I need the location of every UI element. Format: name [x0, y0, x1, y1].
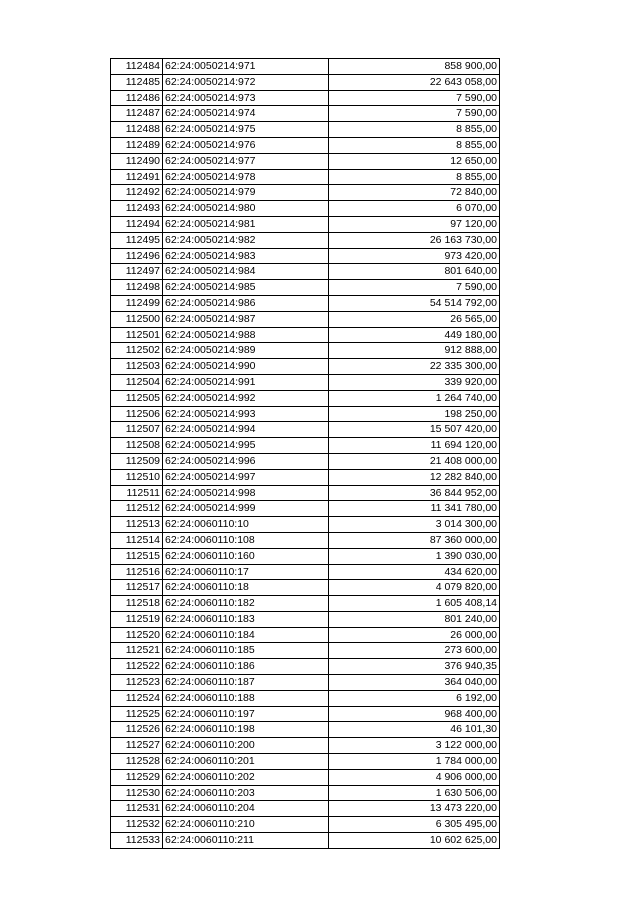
row-id-cell: 112487 [111, 106, 163, 122]
table-row [111, 769, 500, 785]
table-row [111, 264, 500, 280]
row-id-cell: 112529 [111, 769, 163, 785]
value-cell: 273 600,00 [329, 643, 500, 659]
table-row [111, 406, 500, 422]
table-row [111, 453, 500, 469]
row-id-cell: 112514 [111, 532, 163, 548]
value-cell: 4 079 820,00 [329, 580, 500, 596]
value-cell: 7 590,00 [329, 90, 500, 106]
value-cell: 8 855,00 [329, 169, 500, 185]
value-cell: 973 420,00 [329, 248, 500, 264]
row-id-cell: 112524 [111, 690, 163, 706]
cadastral-number-cell: 62:24:0050214:987 [163, 311, 329, 327]
data-table [110, 58, 500, 849]
value-cell: 13 473 220,00 [329, 801, 500, 817]
value-cell: 87 360 000,00 [329, 532, 500, 548]
table-row [111, 422, 500, 438]
row-id-cell: 112511 [111, 485, 163, 501]
value-cell: 968 400,00 [329, 706, 500, 722]
table-row [111, 359, 500, 375]
value-cell: 3 014 300,00 [329, 517, 500, 533]
row-id-cell: 112493 [111, 201, 163, 217]
table-row [111, 501, 500, 517]
table-row [111, 311, 500, 327]
row-id-cell: 112485 [111, 74, 163, 90]
cadastral-number-cell: 62:24:0060110:187 [163, 675, 329, 691]
table-row [111, 548, 500, 564]
cadastral-number-cell: 62:24:0050214:992 [163, 390, 329, 406]
value-cell: 1 390 030,00 [329, 548, 500, 564]
cadastral-number-cell: 62:24:0060110:210 [163, 817, 329, 833]
table-row [111, 232, 500, 248]
cadastral-number-cell: 62:24:0060110:188 [163, 690, 329, 706]
table-row [111, 185, 500, 201]
row-id-cell: 112517 [111, 580, 163, 596]
value-cell: 198 250,00 [329, 406, 500, 422]
row-id-cell: 112532 [111, 817, 163, 833]
value-cell: 364 040,00 [329, 675, 500, 691]
cadastral-number-cell: 62:24:0060110:201 [163, 754, 329, 770]
table-row [111, 343, 500, 359]
row-id-cell: 112503 [111, 359, 163, 375]
row-id-cell: 112509 [111, 453, 163, 469]
table-row [111, 280, 500, 296]
table-body [111, 59, 500, 849]
row-id-cell: 112533 [111, 833, 163, 849]
value-cell: 434 620,00 [329, 564, 500, 580]
row-id-cell: 112531 [111, 801, 163, 817]
value-cell: 801 640,00 [329, 264, 500, 280]
cadastral-number-cell: 62:24:0060110:184 [163, 627, 329, 643]
value-cell: 22 335 300,00 [329, 359, 500, 375]
cadastral-number-cell: 62:24:0050214:973 [163, 90, 329, 106]
cadastral-number-cell: 62:24:0050214:997 [163, 469, 329, 485]
row-id-cell: 112528 [111, 754, 163, 770]
table-row [111, 122, 500, 138]
value-cell: 8 855,00 [329, 137, 500, 153]
cadastral-number-cell: 62:24:0060110:182 [163, 596, 329, 612]
cadastral-number-cell: 62:24:0060110:198 [163, 722, 329, 738]
row-id-cell: 112492 [111, 185, 163, 201]
row-id-cell: 112521 [111, 643, 163, 659]
table-row [111, 532, 500, 548]
cadastral-number-cell: 62:24:0060110:204 [163, 801, 329, 817]
table-row [111, 596, 500, 612]
table-row [111, 627, 500, 643]
cadastral-number-cell: 62:24:0050214:984 [163, 264, 329, 280]
table-row [111, 374, 500, 390]
cadastral-number-cell: 62:24:0050214:989 [163, 343, 329, 359]
row-id-cell: 112499 [111, 295, 163, 311]
value-cell: 801 240,00 [329, 611, 500, 627]
row-id-cell: 112496 [111, 248, 163, 264]
cadastral-number-cell: 62:24:0050214:980 [163, 201, 329, 217]
table-row [111, 517, 500, 533]
value-cell: 22 643 058,00 [329, 74, 500, 90]
row-id-cell: 112484 [111, 59, 163, 75]
cadastral-number-cell: 62:24:0050214:977 [163, 153, 329, 169]
cadastral-number-cell: 62:24:0050214:974 [163, 106, 329, 122]
value-cell: 339 920,00 [329, 374, 500, 390]
table-row [111, 690, 500, 706]
cadastral-number-cell: 62:24:0050214:979 [163, 185, 329, 201]
cadastral-number-cell: 62:24:0050214:978 [163, 169, 329, 185]
cadastral-number-cell: 62:24:0050214:982 [163, 232, 329, 248]
cadastral-number-cell: 62:24:0060110:18 [163, 580, 329, 596]
table-row [111, 580, 500, 596]
table-row [111, 469, 500, 485]
cadastral-number-cell: 62:24:0050214:996 [163, 453, 329, 469]
row-id-cell: 112522 [111, 659, 163, 675]
cadastral-number-cell: 62:24:0060110:202 [163, 769, 329, 785]
value-cell: 7 590,00 [329, 106, 500, 122]
table-row [111, 675, 500, 691]
value-cell: 376 940,35 [329, 659, 500, 675]
table-row [111, 785, 500, 801]
row-id-cell: 112501 [111, 327, 163, 343]
table-row [111, 295, 500, 311]
value-cell: 6 305 495,00 [329, 817, 500, 833]
row-id-cell: 112494 [111, 216, 163, 232]
value-cell: 6 192,00 [329, 690, 500, 706]
value-cell: 21 408 000,00 [329, 453, 500, 469]
row-id-cell: 112515 [111, 548, 163, 564]
row-id-cell: 112518 [111, 596, 163, 612]
table-row [111, 106, 500, 122]
value-cell: 12 282 840,00 [329, 469, 500, 485]
row-id-cell: 112488 [111, 122, 163, 138]
cadastral-number-cell: 62:24:0060110:203 [163, 785, 329, 801]
table-row [111, 564, 500, 580]
row-id-cell: 112495 [111, 232, 163, 248]
cadastral-number-cell: 62:24:0050214:994 [163, 422, 329, 438]
cadastral-number-cell: 62:24:0050214:975 [163, 122, 329, 138]
value-cell: 46 101,30 [329, 722, 500, 738]
row-id-cell: 112525 [111, 706, 163, 722]
row-id-cell: 112516 [111, 564, 163, 580]
table-row [111, 74, 500, 90]
value-cell: 10 602 625,00 [329, 833, 500, 849]
cadastral-number-cell: 62:24:0060110:160 [163, 548, 329, 564]
cadastral-number-cell: 62:24:0060110:200 [163, 738, 329, 754]
cadastral-number-cell: 62:24:0050214:983 [163, 248, 329, 264]
row-id-cell: 112526 [111, 722, 163, 738]
row-id-cell: 112504 [111, 374, 163, 390]
row-id-cell: 112507 [111, 422, 163, 438]
table-row [111, 738, 500, 754]
row-id-cell: 112497 [111, 264, 163, 280]
cadastral-number-cell: 62:24:0060110:17 [163, 564, 329, 580]
value-cell: 26 000,00 [329, 627, 500, 643]
table-row [111, 801, 500, 817]
row-id-cell: 112489 [111, 137, 163, 153]
table-row [111, 169, 500, 185]
cadastral-number-cell: 62:24:0050214:988 [163, 327, 329, 343]
cadastral-number-cell: 62:24:0050214:971 [163, 59, 329, 75]
value-cell: 26 565,00 [329, 311, 500, 327]
table-row [111, 59, 500, 75]
value-cell: 8 855,00 [329, 122, 500, 138]
value-cell: 97 120,00 [329, 216, 500, 232]
row-id-cell: 112519 [111, 611, 163, 627]
value-cell: 449 180,00 [329, 327, 500, 343]
cadastral-number-cell: 62:24:0050214:995 [163, 438, 329, 454]
cadastral-number-cell: 62:24:0050214:986 [163, 295, 329, 311]
value-cell: 12 650,00 [329, 153, 500, 169]
cadastral-number-cell: 62:24:0050214:999 [163, 501, 329, 517]
table-row [111, 754, 500, 770]
value-cell: 1 605 408,14 [329, 596, 500, 612]
table-row [111, 153, 500, 169]
table-row [111, 438, 500, 454]
cadastral-number-cell: 62:24:0050214:985 [163, 280, 329, 296]
cadastral-number-cell: 62:24:0050214:972 [163, 74, 329, 90]
table-row [111, 722, 500, 738]
value-cell: 3 122 000,00 [329, 738, 500, 754]
table-row [111, 659, 500, 675]
table-row [111, 611, 500, 627]
row-id-cell: 112502 [111, 343, 163, 359]
table-row [111, 201, 500, 217]
table-row [111, 390, 500, 406]
row-id-cell: 112523 [111, 675, 163, 691]
cadastral-number-cell: 62:24:0050214:991 [163, 374, 329, 390]
row-id-cell: 112486 [111, 90, 163, 106]
value-cell: 11 694 120,00 [329, 438, 500, 454]
value-cell: 1 784 000,00 [329, 754, 500, 770]
value-cell: 7 590,00 [329, 280, 500, 296]
row-id-cell: 112500 [111, 311, 163, 327]
value-cell: 4 906 000,00 [329, 769, 500, 785]
cadastral-number-cell: 62:24:0060110:185 [163, 643, 329, 659]
table-row [111, 833, 500, 849]
cadastral-number-cell: 62:24:0050214:998 [163, 485, 329, 501]
cadastral-number-cell: 62:24:0060110:211 [163, 833, 329, 849]
table-row [111, 248, 500, 264]
row-id-cell: 112505 [111, 390, 163, 406]
row-id-cell: 112508 [111, 438, 163, 454]
table-row [111, 327, 500, 343]
cadastral-number-cell: 62:24:0060110:186 [163, 659, 329, 675]
row-id-cell: 112530 [111, 785, 163, 801]
table-row [111, 817, 500, 833]
cadastral-number-cell: 62:24:0060110:108 [163, 532, 329, 548]
value-cell: 1 264 740,00 [329, 390, 500, 406]
table-row [111, 706, 500, 722]
row-id-cell: 112527 [111, 738, 163, 754]
value-cell: 1 630 506,00 [329, 785, 500, 801]
value-cell: 36 844 952,00 [329, 485, 500, 501]
cadastral-number-cell: 62:24:0050214:990 [163, 359, 329, 375]
row-id-cell: 112510 [111, 469, 163, 485]
value-cell: 858 900,00 [329, 59, 500, 75]
cadastral-number-cell: 62:24:0050214:976 [163, 137, 329, 153]
table-row [111, 643, 500, 659]
row-id-cell: 112520 [111, 627, 163, 643]
value-cell: 15 507 420,00 [329, 422, 500, 438]
value-cell: 26 163 730,00 [329, 232, 500, 248]
table-row [111, 216, 500, 232]
row-id-cell: 112490 [111, 153, 163, 169]
row-id-cell: 112498 [111, 280, 163, 296]
value-cell: 72 840,00 [329, 185, 500, 201]
row-id-cell: 112491 [111, 169, 163, 185]
cadastral-number-cell: 62:24:0060110:10 [163, 517, 329, 533]
table-row [111, 90, 500, 106]
value-cell: 54 514 792,00 [329, 295, 500, 311]
table-row [111, 485, 500, 501]
value-cell: 6 070,00 [329, 201, 500, 217]
value-cell: 912 888,00 [329, 343, 500, 359]
row-id-cell: 112513 [111, 517, 163, 533]
cadastral-number-cell: 62:24:0060110:183 [163, 611, 329, 627]
cadastral-number-cell: 62:24:0060110:197 [163, 706, 329, 722]
cadastral-number-cell: 62:24:0050214:981 [163, 216, 329, 232]
row-id-cell: 112506 [111, 406, 163, 422]
cadastral-number-cell: 62:24:0050214:993 [163, 406, 329, 422]
value-cell: 11 341 780,00 [329, 501, 500, 517]
row-id-cell: 112512 [111, 501, 163, 517]
table-row [111, 137, 500, 153]
